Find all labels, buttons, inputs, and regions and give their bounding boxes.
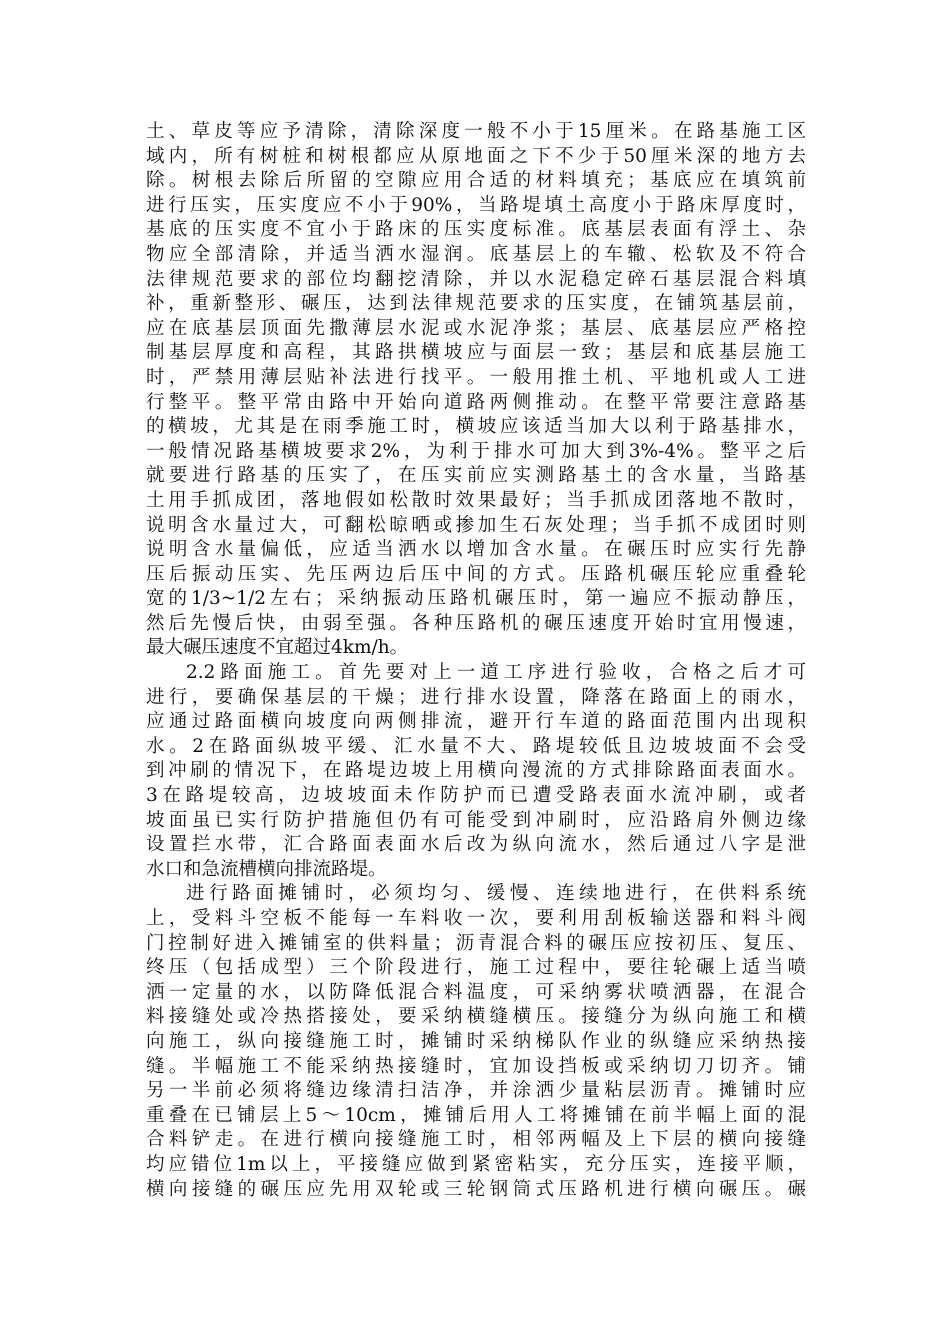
text-line: 时，严禁用薄层贴补法进行找平。一般用推土机、平地机或人工进 [146, 366, 806, 388]
text-line: 水。2在路面纵坡平缓、汇水量不大、路堤较低且边坡坡面不会受 [146, 735, 806, 757]
text-line: 横向接缝的碾压应先用双轮或三轮钢筒式压路机进行横向碾压。碾 [146, 1178, 806, 1200]
text-line: 基底的压实度不宜小于路床的压实度标准。底基层表面有浮土、杂 [146, 219, 806, 241]
text-line: 宽的1/3~1/2左右；采纳振动压路机碾压时，第一遍应不振动静压， [146, 588, 806, 610]
text-line: 重叠在已铺层上5～10cm，摊铺后用人工将摊铺在前半幅上面的混 [146, 1104, 806, 1126]
text-line: 均应错位1m以上，平接缝应做到紧密粘实，充分压实，连接平顺， [146, 1153, 806, 1175]
text-line: 然后先慢后快，由弱至强。各种压路机的碾压速度开始时宜用慢速， [146, 612, 806, 634]
text-line: 2.2路面施工。首先要对上一道工序进行验收，合格之后才可 [186, 662, 806, 684]
text-line: 向施工，纵向接缝施工时，摊铺时采纳梯队作业的纵缝应采纳热接 [146, 1030, 806, 1052]
text-line: 的横坡，尤其是在雨季施工时，横坡应该适当加大以利于路基排水， [146, 416, 806, 438]
text-line: 缝。半幅施工不能采纳热接缝时，宜加设挡板或采纳切刀切齐。铺 [146, 1055, 806, 1077]
text-line: 物应全部清除，并适当洒水湿润。底基层上的车辙、松软及不符合 [146, 243, 806, 265]
text-line: 行整平。整平常由路中开始向道路两侧推动。在整平常要注意路基 [146, 391, 806, 413]
text-line: 土、草皮等应予清除，清除深度一般不小于15厘米。在路基施工区 [146, 121, 806, 142]
text-line: 就要进行路基的压实了，在压实前应实测路基土的含水量，当路基 [146, 465, 806, 487]
text-line: 上，受料斗空板不能每一车料收一次，要利用刮板输送器和料斗阀 [146, 908, 806, 929]
text-line: 除。树根去除后所留的空隙应用合适的材料填充；基底应在填筑前 [146, 170, 806, 192]
text-line: 法律规范要求的部位均翻挖清除，并以水泥稳定碎石基层混合料填 [146, 268, 806, 290]
text-line: 3在路堤较高，边坡坡面未作防护而已遭受路表面水流冲刷，或者 [146, 785, 806, 807]
paragraph-roadbed-clearing [146, 120, 806, 661]
document-body [146, 120, 806, 1202]
text-line: 设置拦水带，汇合路面表面水后改为纵向流水，然后通过八字是泄 [146, 834, 806, 856]
paragraph-paving [146, 882, 806, 1202]
text-line: 制基层厚度和高程，其路拱横坡应与面层一致；基层和底基层施工 [146, 342, 806, 364]
paragraph-pavement-construction [146, 661, 806, 882]
text-line: 洒一定量的水，以防降低混合料温度，可采纳雾状喷洒器，在混合 [146, 981, 806, 1003]
text-line: 料接缝处或冷热搭接处，要采纳横缝横压。接缝分为纵向施工和横 [146, 1006, 806, 1028]
text-line: 说明含水量偏低，应适当洒水以增加含水量。在碾压时应实行先静 [146, 539, 806, 561]
text-line: 另一半前必须将缝边缘清扫洁净，并涂洒少量粘层沥青。摊铺时应 [146, 1080, 806, 1102]
text-line: 到冲刷的情况下，在路堤边坡上用横向漫流的方式排除路面表面水。 [146, 760, 806, 782]
text-line: 进行，要确保基层的干燥；进行排水设置，降落在路面上的雨水， [146, 686, 806, 708]
text-line: 应在底基层顶面先撒薄层水泥或水泥净浆；基层、底基层应严格控 [146, 317, 806, 339]
text-line: 进行压实，压实度应不小于90%，当路堤填土高度小于路床厚度时， [146, 194, 806, 216]
text-line: 进行路面摊铺时，必须均匀、缓慢、连续地进行，在供料系统 [186, 883, 806, 905]
text-line: 终压（包括成型）三个阶段进行，施工过程中，要往轮碾上适当喷 [146, 957, 806, 979]
text-line: 一般情况路基横坡要求2%，为利于排水可加大到3%-4%。整平之后 [146, 440, 806, 462]
text-line: 压后振动压实、先压两边后压中间的方式。压路机碾压轮应重叠轮 [146, 563, 806, 585]
text-line: 门控制好进入摊铺室的供料量；沥青混合料的碾压应按初压、复压、 [146, 932, 806, 954]
text-line: 域内，所有树桩和树根都应从原地面之下不少于50厘米深的地方去 [146, 145, 806, 167]
text-line: 说明含水量过大，可翻松晾晒或掺加生石灰处理；当手抓不成团时则 [146, 514, 806, 536]
text-line: 最大碾压速度不宜超过4km/h。 [146, 637, 409, 659]
text-line: 应通过路面横向坡度向两侧排流，避开行车道的路面范围内出现积 [146, 711, 806, 733]
text-line: 水口和急流槽横向排流路堤。 [146, 858, 387, 880]
text-line: 土用手抓成团，落地假如松散时效果最好；当手抓成团落地不散时， [146, 489, 806, 511]
text-line: 补，重新整形、碾压，达到法律规范要求的压实度，在铺筑基层前， [146, 293, 806, 315]
text-line: 坡面虽已实行防护措施但仍有可能受到冲刷时，应沿路肩外侧边缘 [146, 809, 806, 831]
text-line: 合料铲走。在进行横向接缝施工时，相邻两幅及上下层的横向接缝 [146, 1129, 806, 1151]
